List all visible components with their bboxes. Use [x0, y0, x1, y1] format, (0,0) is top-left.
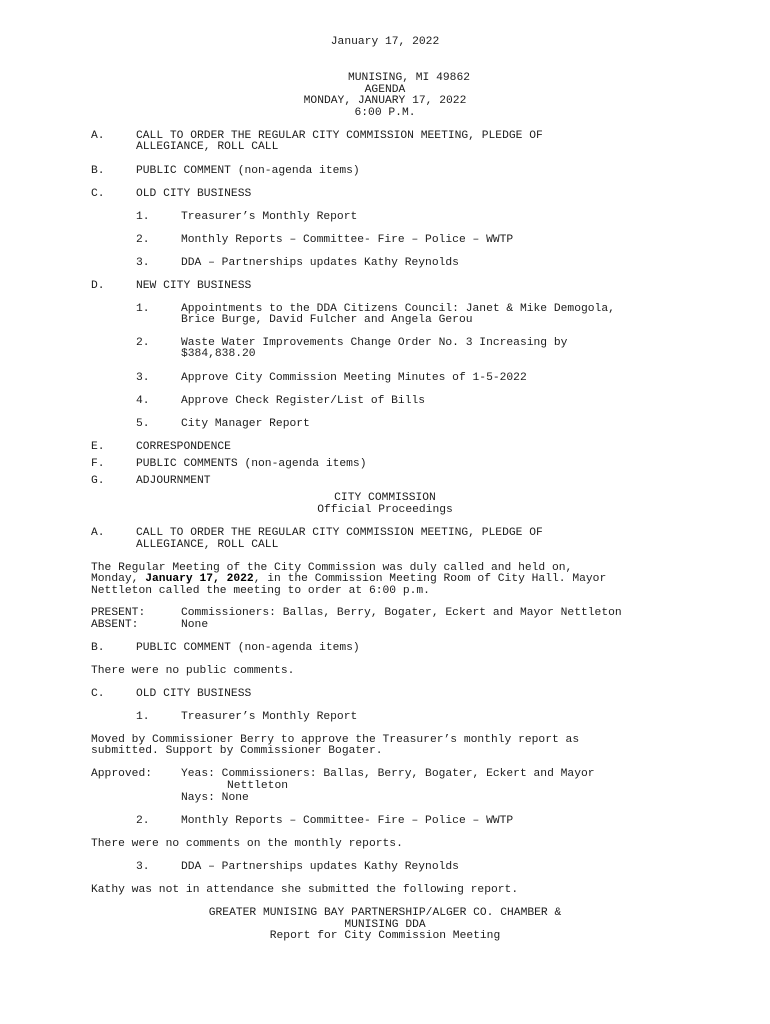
agenda-item-e-text: CORRESPONDENCE [136, 441, 231, 453]
proceedings-c1-num: 1. [136, 711, 150, 723]
absent-value: None [181, 619, 209, 631]
approved-nays: Nays: None [181, 792, 249, 804]
proceedings-c3-num: 3. [136, 861, 150, 873]
agenda-item-a-line2: ALLEGIANCE, ROLL CALL [136, 141, 279, 153]
intro-line2 [91, 574, 606, 586]
agenda-d3-num: 3. [136, 372, 150, 384]
agenda-d5-num: 5. [136, 418, 150, 430]
intro-line2-post: , in the Commission Meeting Room of City Hall. Mayor [253, 573, 607, 585]
proceedings-c3-text: DDA – Partnerships updates Kathy Reynolds [181, 861, 459, 873]
agenda-c3-num: 3. [136, 257, 150, 269]
agenda-item-a-line1: CALL TO ORDER THE REGULAR CITY COMMISSION MEETING, PLEDGE OF [136, 130, 543, 142]
intro-line3: Nettleton called the meeting to order at 6:00 p.m. [91, 585, 430, 597]
proceedings-b-letter: B. [91, 642, 105, 654]
agenda-d2-line2: $384,838.20 [181, 348, 256, 360]
meeting-date-bold: January 17, 2022 [145, 573, 254, 585]
report-heading-line2: MUNISING DDA [344, 919, 426, 931]
no-monthly-comments: There were no comments on the monthly reports. [91, 838, 403, 850]
agenda-item-g-letter: G. [91, 475, 105, 487]
agenda-city: MUNISING, MI 49862 [347, 72, 471, 84]
agenda-item-c-letter: C. [91, 188, 105, 200]
agenda-d1-line1: Appointments to the DDA Citizens Council: Janet & Mike Demogola, [181, 303, 615, 315]
kathy-note: Kathy was not in attendance she submitted the following report. [91, 884, 519, 896]
proceedings-subtitle: Official Proceedings [317, 504, 453, 516]
agenda-item-e-letter: E. [91, 441, 105, 453]
agenda-date: MONDAY, JANUARY 17, 2022 [303, 95, 467, 107]
agenda-c1-text: Treasurer’s Monthly Report [181, 211, 358, 223]
agenda-d5-text: City Manager Report [181, 418, 310, 430]
agenda-item-b-text: PUBLIC COMMENT (non-agenda items) [136, 165, 360, 177]
no-public-comments: There were no public comments. [91, 665, 295, 677]
report-heading-line1: GREATER MUNISING BAY PARTNERSHIP/ALGER CO. CHAMBER & [208, 907, 562, 919]
agenda-item-a-letter: A. [91, 130, 105, 142]
approved-yeas-cont: Nettleton [227, 780, 289, 792]
agenda-item-g-text: ADJOURNMENT [136, 475, 211, 487]
proceedings-title: CITY COMMISSION [334, 492, 436, 504]
agenda-item-f-text: PUBLIC COMMENTS (non-agenda items) [136, 458, 367, 470]
agenda-d1-line2: Brice Burge, David Fulcher and Angela Gerou [181, 314, 473, 326]
agenda-d3-text: Approve City Commission Meeting Minutes of 1-5-2022 [181, 372, 527, 384]
proceedings-a-letter: A. [91, 527, 105, 539]
agenda-item-f-letter: F. [91, 458, 105, 470]
agenda-time: 6:00 P.M. [354, 107, 416, 119]
motion-line1: Moved by Commissioner Berry to approve the Treasurer’s monthly report as [91, 734, 580, 746]
proceedings-c-text: OLD CITY BUSINESS [136, 688, 252, 700]
present-label: PRESENT: [91, 607, 146, 619]
proceedings-a-line1: CALL TO ORDER THE REGULAR CITY COMMISSION MEETING, PLEDGE OF [136, 527, 543, 539]
intro-line1: The Regular Meeting of the City Commission was duly called and held on, [91, 562, 573, 574]
agenda-d2-num: 2. [136, 337, 150, 349]
agenda-c3-text: DDA – Partnerships updates Kathy Reynolds [181, 257, 459, 269]
proceedings-a-line2: ALLEGIANCE, ROLL CALL [136, 539, 279, 551]
agenda-item-b-letter: B. [91, 165, 105, 177]
agenda-item-d-letter: D. [91, 280, 105, 292]
approved-yeas: Yeas: Commissioners: Ballas, Berry, Bogater, Eckert and Mayor [181, 768, 595, 780]
agenda-c1-num: 1. [136, 211, 150, 223]
agenda-c2-text: Monthly Reports – Committee- Fire – Police – WWTP [181, 234, 514, 246]
absent-label: ABSENT: [91, 619, 139, 631]
intro-line2-pre: Monday, [91, 573, 146, 585]
agenda-d4-text: Approve Check Register/List of Bills [181, 395, 426, 407]
proceedings-b-text: PUBLIC COMMENT (non-agenda items) [136, 642, 360, 654]
agenda-d1-num: 1. [136, 303, 150, 315]
present-value: Commissioners: Ballas, Berry, Bogater, Eckert and Mayor Nettleton [181, 607, 622, 619]
header-date: January 17, 2022 [330, 36, 440, 48]
agenda-item-c-text: OLD CITY BUSINESS [136, 188, 252, 200]
report-heading-line3: Report for City Commission Meeting [269, 930, 501, 942]
motion-line2: submitted. Support by Commissioner Bogater. [91, 745, 383, 757]
agenda-c2-num: 2. [136, 234, 150, 246]
proceedings-c2-num: 2. [136, 815, 150, 827]
agenda-d2-line1: Waste Water Improvements Change Order No. 3 Increasing by [181, 337, 568, 349]
agenda-title: AGENDA [364, 84, 406, 96]
proceedings-c-letter: C. [91, 688, 105, 700]
proceedings-c1-text: Treasurer’s Monthly Report [181, 711, 358, 723]
agenda-d4-num: 4. [136, 395, 150, 407]
approved-label: Approved: [91, 768, 153, 780]
proceedings-c2-text: Monthly Reports – Committee- Fire – Police – WWTP [181, 815, 514, 827]
agenda-item-d-text: NEW CITY BUSINESS [136, 280, 252, 292]
